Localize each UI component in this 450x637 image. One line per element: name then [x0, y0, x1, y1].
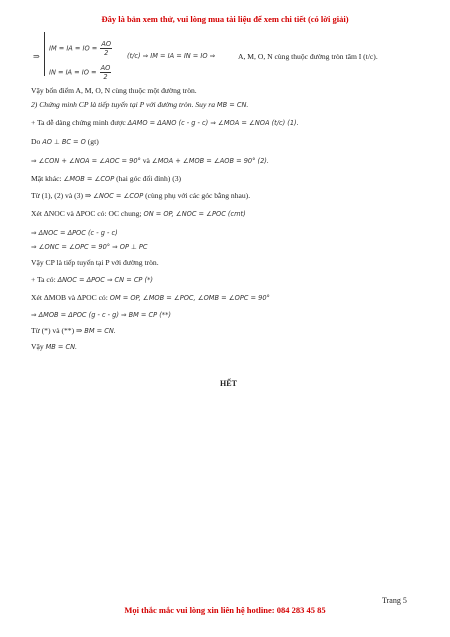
text-line [31, 293, 270, 303]
line-tail: (cùng phụ với các góc bằng nhau). [143, 191, 251, 200]
text-line [31, 86, 197, 96]
line-text: + Ta có: [31, 275, 58, 284]
text-line [31, 100, 248, 110]
implies-arrow: ⇒ [33, 52, 40, 61]
line-tail: (hai góc đối đỉnh) (3) [114, 174, 182, 183]
equation-system [31, 32, 391, 81]
line-math: ON = OP, ∠NOC = ∠POC (cmt) [143, 210, 246, 218]
fraction-1-denominator: 2 [104, 49, 109, 57]
line-text: Xét ΔNOC và ΔPOC có: OC chung; [31, 209, 144, 218]
line-math: ΔAMO = ΔANO (c - g - c) ⇒ ∠MOA = ∠NOA (t/c) (1). [127, 119, 299, 127]
fraction-1 [100, 40, 112, 57]
system-row-1 [49, 40, 113, 57]
line-text: Mặt khác: [31, 174, 64, 183]
text-line [31, 242, 147, 252]
system-brace [44, 32, 48, 76]
end-label: HẾT [220, 379, 237, 388]
text-line [31, 118, 299, 128]
line-text: Do [31, 137, 43, 146]
line-math: ΔNOC = ΔPOC ⇒ CN = CP (*) [57, 276, 153, 284]
line-text: Vậy bốn điểm A, M, O, N cùng thuộc một đường tròn. [31, 86, 197, 95]
line-math: ⇒ ΔNOC = ΔPOC (c - g - c) [31, 229, 118, 237]
line-text: Xét ΔMOB và ΔPOC có: [31, 293, 110, 302]
line-math: ⇒ ∠ONC = ∠OPC = 90° ⇒ OP ⊥ PC [31, 243, 148, 251]
text-line [31, 342, 77, 352]
text-line [31, 137, 99, 147]
line-math: BM = CN. [84, 327, 116, 335]
fraction-1-numerator: AO [101, 40, 112, 48]
system-row-2 [49, 64, 112, 81]
page-number: Trang 5 [382, 596, 407, 605]
fraction-2-numerator: AO [100, 64, 111, 72]
line-math: ⇒ ΔMOB = ΔPOC (g - c - g) ⇒ BM = CP (**) [31, 311, 171, 319]
system-conclusion: A, M, O, N cùng thuộc đường tròn tâm I (t/c). [238, 52, 378, 61]
fraction-2-denominator: 2 [103, 73, 108, 81]
text-line [31, 310, 171, 320]
line-math: OM = OP, ∠MOB = ∠POC, ∠OMB = ∠OPC = 90° [109, 294, 270, 302]
line-math: ⇒ ∠CON + ∠NOA = ∠AOC = 90° [31, 157, 141, 165]
text-line [31, 326, 116, 336]
text-line [31, 228, 118, 238]
line-math: MB = CN. [45, 343, 78, 351]
line-text: Vậy CP là tiếp tuyến tại P với đường tròn. [31, 258, 159, 267]
system-row-2-lhs: IN = IA = IO = [49, 68, 97, 77]
text-line [31, 174, 181, 184]
line-math-2: ∠MOA + ∠MOB = ∠AOB = 90° (2). [151, 157, 269, 165]
line-text: + Ta dễ dàng chứng minh được [31, 118, 128, 127]
system-middle: (t/c) ⇒ IM = IA = IN = IO ⇒ [127, 52, 216, 60]
text-line [31, 209, 246, 219]
line-math: ∠MOB = ∠COP [63, 175, 115, 183]
text-line [31, 258, 159, 268]
line-tail: (gt) [85, 137, 99, 146]
hotline-notice: Mọi thắc mắc vui lòng xin liên hệ hotline: 084 283 45 85 [124, 605, 326, 615]
text-line [31, 191, 250, 201]
fraction-2 [100, 64, 112, 81]
text-line [31, 275, 153, 285]
text-line [31, 156, 269, 166]
preview-notice: Đây là bản xem thử, vui lòng mua tài liệu để xem chi tiết (có lời giải) [101, 14, 349, 24]
line-text: Vậy [31, 342, 46, 351]
line-text: và [140, 156, 152, 165]
system-row-1-lhs: IM = IA = IO = [49, 44, 98, 53]
line-math: ∠NOC = ∠COP [93, 192, 144, 200]
line-math: MB = CN. [216, 101, 249, 109]
line-text: Từ (*) và (**) ⇒ [31, 326, 85, 335]
line-text: Từ (1), (2) và (3) ⇒ [31, 191, 94, 200]
line-math: AO ⊥ BC = O [42, 138, 86, 146]
line-text: 2) Chứng minh CP là tiếp tuyến tại P với đường tròn. Suy ra [31, 100, 217, 109]
